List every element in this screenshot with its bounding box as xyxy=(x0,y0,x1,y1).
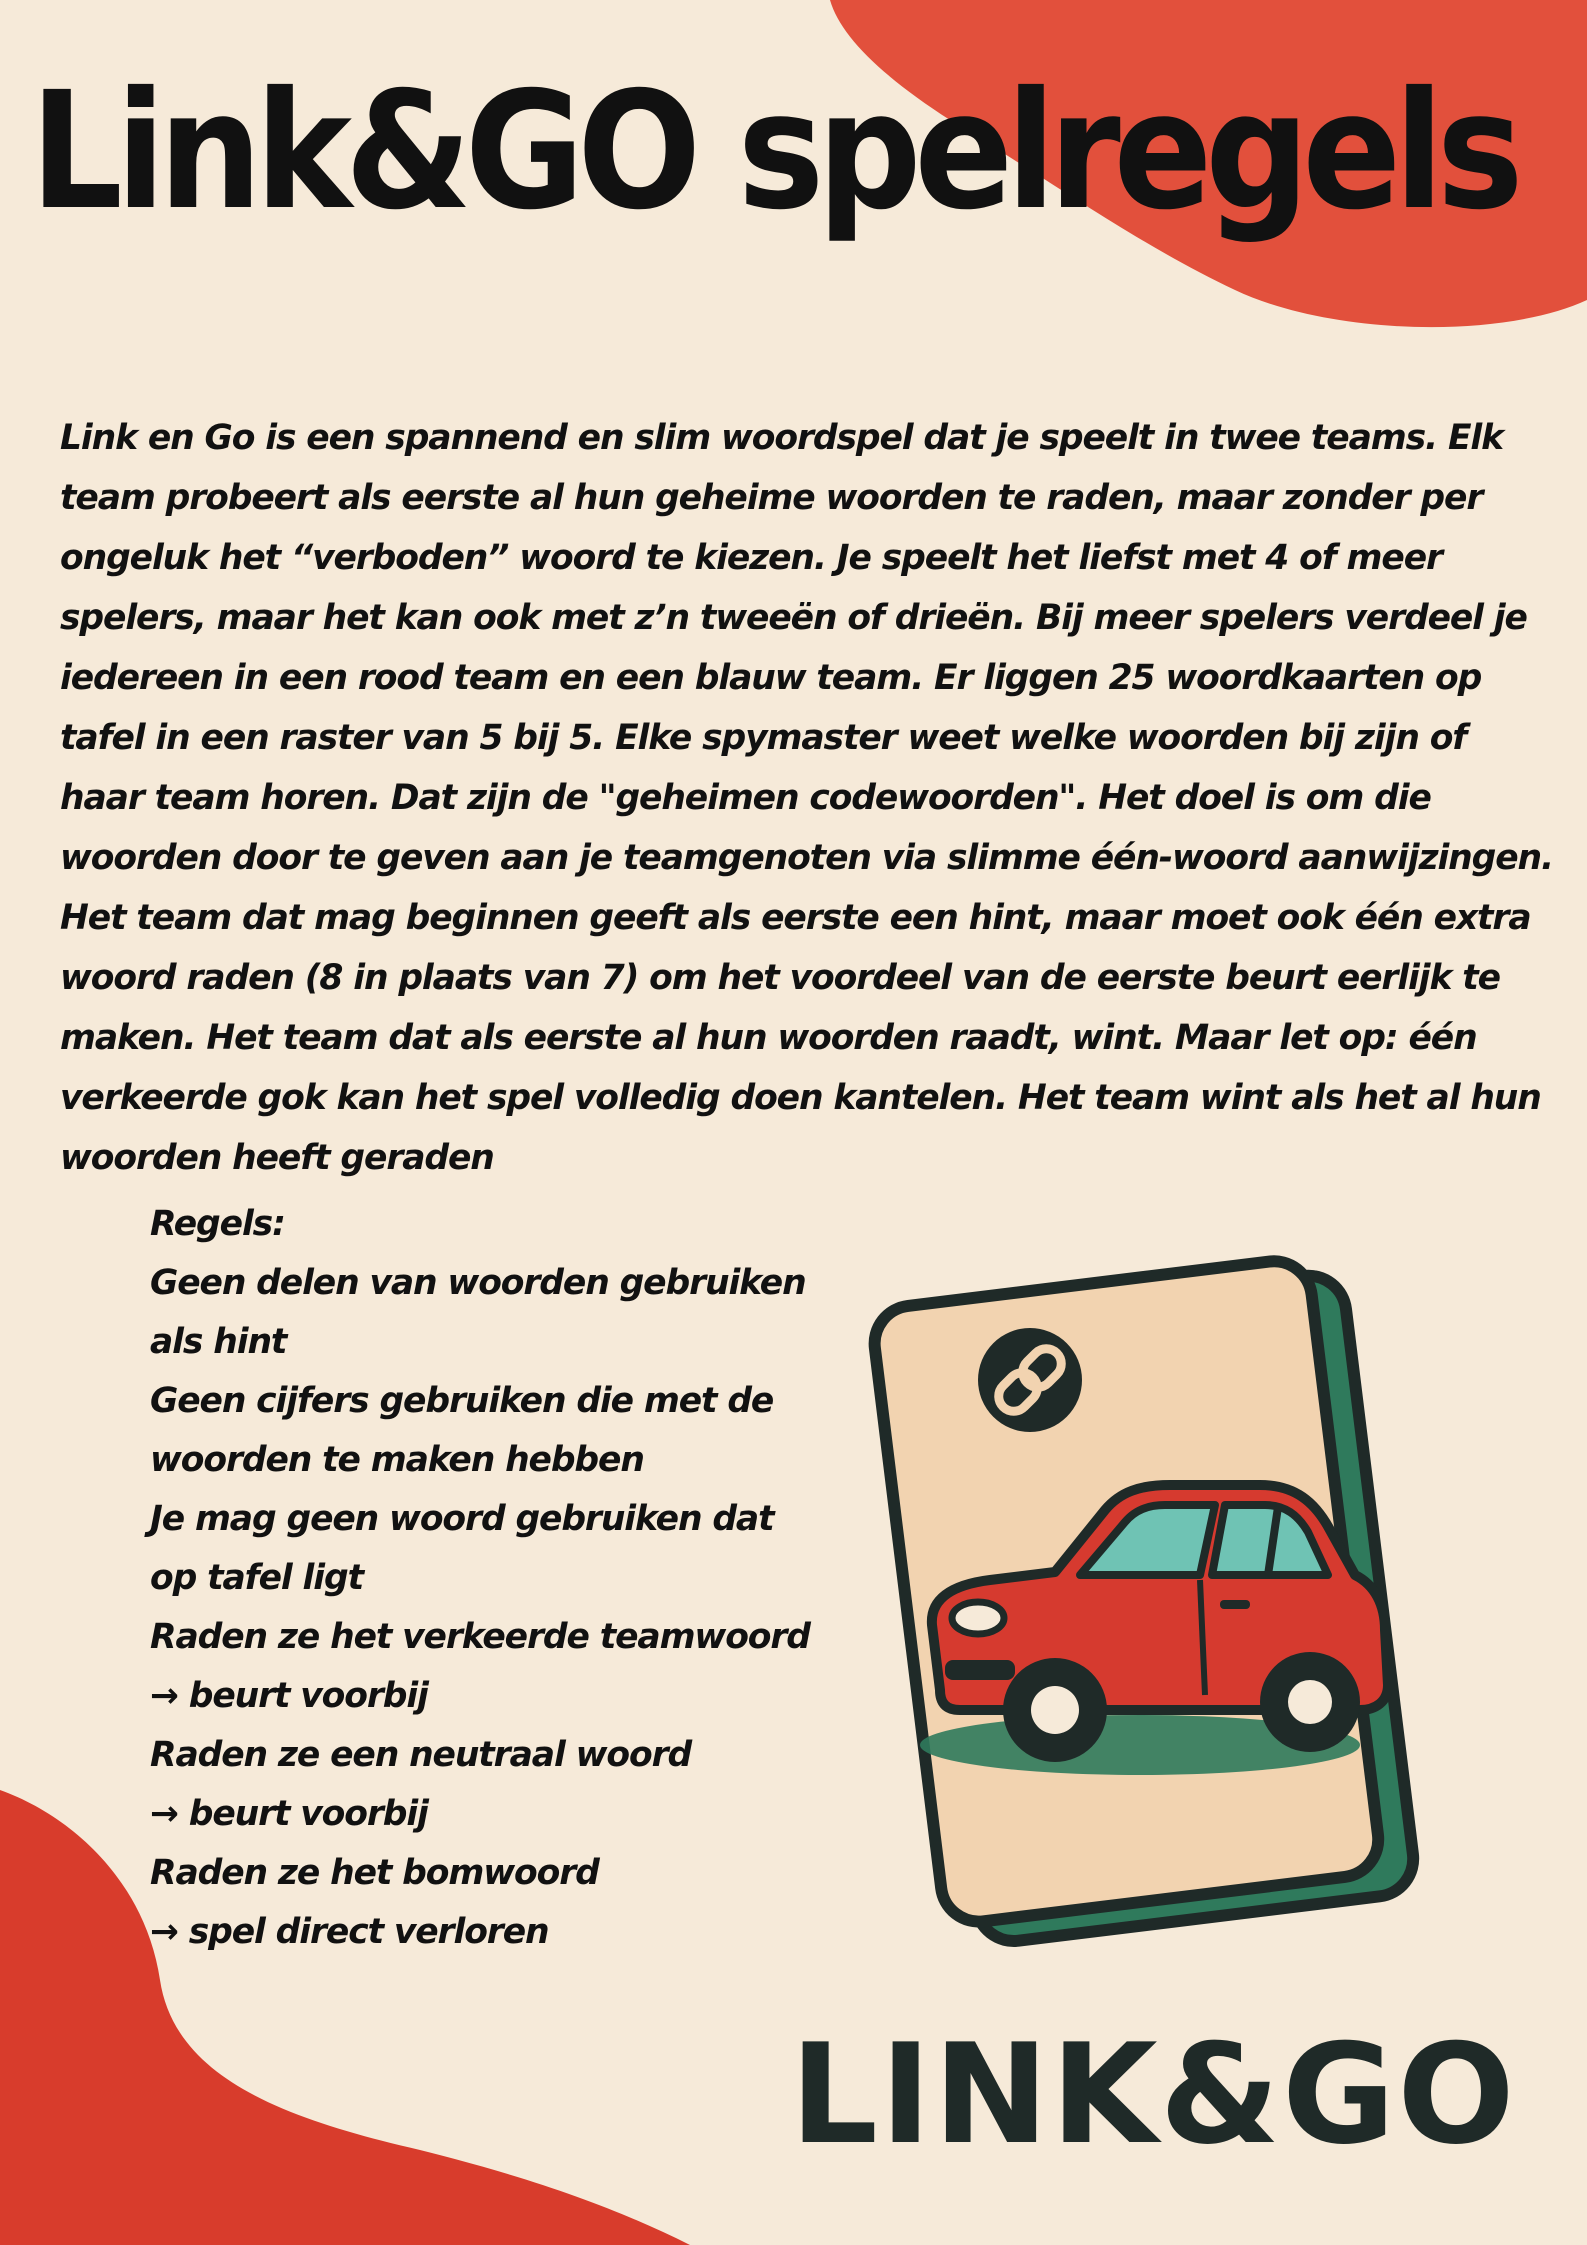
intro-paragraph: Link en Go is een spannend en slim woordspel dat je speelt in twee teams. Elk team probeert als eerste al hun geheime woorden te raden, maar zonder per ongeluk het “verboden” woord te kiezen. Je speelt het liefst met 4 of meer spelers, maar het kan ook met z’n tweeën of drieën. Bij meer spelers verdeel je iedereen in een rood team en een blauw team. Er liggen 25 woordkaarten op tafel in een raster van 5 bij 5. Elke spymaster weet welke woorden bij zijn of haar team horen. Dat zijn de "geheimen codewoorden". Het doel is om die woorden door te geven aan je teamgenoten via slimme één-woord aanwijzingen. Het team dat mag beginnen geeft als eerste een hint, maar moet ook één extra woord raden (8 in plaats van 7) om het voordeel van de eerste beurt eerlijk te maken. Het team dat als eerste al hun woorden raadt, wint. Maar let op: één verkeerde gok kan het spel volledig doen kantelen. Het team wint als het al hun woorden heeft geraden xyxy=(60,418,1553,1178)
rule-item: → beurt voorbij xyxy=(150,1676,428,1716)
chain-link-icon xyxy=(978,1328,1082,1432)
rule-item: Je mag geen woord gebruiken dat op tafel ligt xyxy=(150,1499,774,1598)
rule-item: Raden ze het verkeerde teamwoord xyxy=(150,1617,810,1657)
rule-item: → beurt voorbij xyxy=(150,1794,428,1834)
rule-item: Geen delen van woorden gebruiken als hint xyxy=(150,1263,806,1362)
rules-section xyxy=(150,1195,830,1962)
rule-item: Raden ze het bomwoord xyxy=(150,1853,599,1893)
page-title: Link&GO spelregels xyxy=(30,58,1517,246)
rule-item: → spel direct verloren xyxy=(150,1912,549,1952)
rule-item: Raden ze een neutraal woord xyxy=(150,1735,692,1775)
brand-logo: LINK&GO xyxy=(790,2014,1517,2175)
rules-heading: Regels: xyxy=(150,1204,285,1244)
rule-item: Geen cijfers gebruiken die met de woorden te maken hebben xyxy=(150,1381,774,1480)
rules-list xyxy=(150,1254,830,1962)
car-card-icon xyxy=(840,1240,1460,1980)
